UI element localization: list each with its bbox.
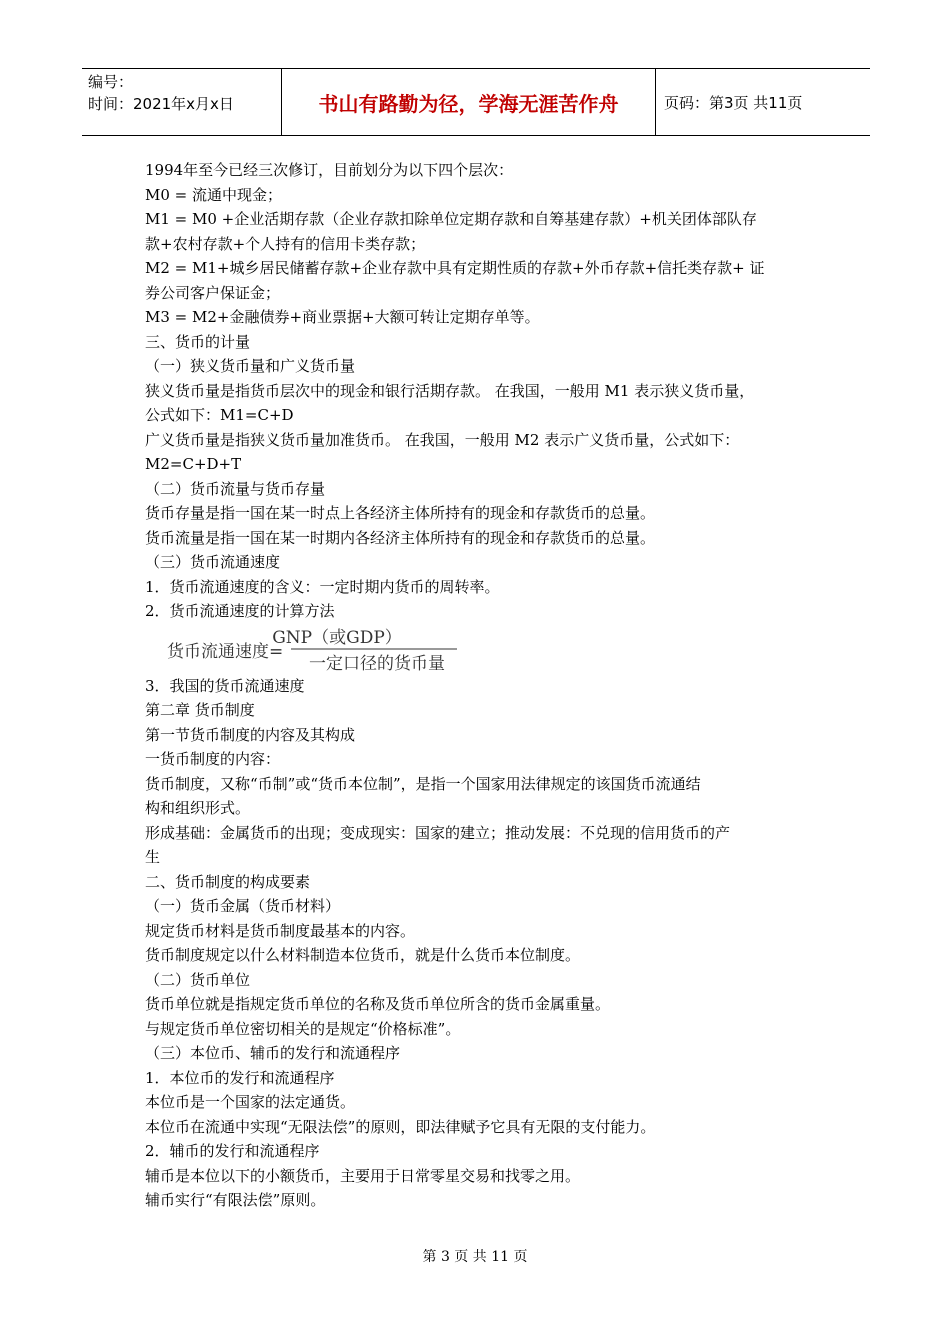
formula-numerator: GNP（或GDP） bbox=[272, 627, 402, 648]
text-line: M0 = 流通中现金； bbox=[145, 185, 283, 204]
header-meta bbox=[82, 69, 282, 135]
text-line: 公式如下：M1=C+D bbox=[145, 406, 294, 424]
text-line: 本位币在流通中实现“无限法偿”的原则，即法律赋予它具有无限的支付能力。 bbox=[145, 1117, 656, 1136]
text-line: 2．货币流通速度的计算方法 bbox=[145, 602, 335, 620]
text-line: 与规定货币单位密切相关的是规定“价格标准”。 bbox=[145, 1019, 461, 1038]
text-line: 货币制度规定以什么材料制造本位货币，就是什么货币本位制度。 bbox=[145, 946, 581, 964]
date-label: 时间：2021年x月x日 bbox=[88, 95, 234, 113]
text-line: 2．辅币的发行和流通程序 bbox=[145, 1142, 320, 1160]
subsection-heading: （二）货币流量与货币存量 bbox=[145, 479, 326, 498]
text-line: M2=C+D+T bbox=[145, 455, 242, 473]
formula-lhs: 货币流通速度= bbox=[167, 641, 284, 662]
text-line: 生 bbox=[145, 848, 161, 866]
formula-denominator: 一定口径的货币量 bbox=[309, 653, 445, 674]
text-line: 1994年至今已经三次修订，目前划分为以下四个层次： bbox=[145, 161, 514, 179]
text-line: M3 = M2+金融债券+商业票据+大额可转让定期存单等。 bbox=[145, 308, 540, 326]
page-footer: 第 3 页 共 11 页 bbox=[422, 1249, 528, 1265]
section-heading: 二、货币制度的构成要素 bbox=[145, 872, 311, 891]
chapter-heading: 第二章 货币制度 bbox=[145, 701, 255, 719]
text-line: M2 = M1+城乡居民储蓄存款+企业存款中具有定期性质的存款+外币存款+信托类存款+ 证 bbox=[145, 259, 765, 277]
text-line: 1．本位币的发行和流通程序 bbox=[145, 1068, 335, 1087]
subsection-heading: （二）货币单位 bbox=[145, 970, 251, 989]
text-line: 狭义货币量是指货币层次中的现金和银行活期存款。 在我国，一般用 M1 表示狭义货币量， bbox=[145, 381, 755, 400]
text-line: M1 = M0 +企业活期存款（企业存款扣除单位定期存款和自筹基建存款）+机关团体部队存 bbox=[145, 210, 757, 228]
text-line: 货币单位就是指规定货币单位的名称及货币单位所含的货币金属重量。 bbox=[145, 995, 611, 1013]
header-page-number: 页码：第3页 共11页 bbox=[664, 93, 803, 112]
text-line: 一货币制度的内容： bbox=[145, 750, 281, 768]
text-line: 券公司客户保证金； bbox=[145, 283, 281, 302]
document-body bbox=[145, 158, 825, 1213]
text-line: 1．货币流通速度的含义：一定时期内货币的周转率。 bbox=[145, 577, 500, 596]
text-line: 货币存量是指一国在某一时点上各经济主体所持有的现金和存款货币的总量。 bbox=[145, 504, 656, 522]
header-motto: 书山有路勤为径，学海无涯苦作舟 bbox=[282, 69, 656, 135]
subsection-heading: （三）本位币、辅币的发行和流通程序 bbox=[145, 1044, 401, 1062]
section-heading: 第一节货币制度的内容及其构成 bbox=[145, 725, 356, 744]
text-line: 货币流量是指一国在某一时期内各经济主体所持有的现金和存款货币的总量。 bbox=[145, 528, 656, 547]
velocity-formula bbox=[145, 624, 825, 674]
text-line: 款+农村存款+个人持有的信用卡类存款； bbox=[145, 234, 426, 253]
text-line: 广义货币量是指狭义货币量加准货币。 在我国，一般用 M2 表示广义货币量，公式如下： bbox=[145, 430, 740, 449]
text-line: 辅币是本位以下的小额货币，主要用于日常零星交易和找零之用。 bbox=[145, 1166, 581, 1185]
subsection-heading: （一）货币金属（货币材料） bbox=[145, 897, 341, 915]
subsection-heading: （三）货币流通速度 bbox=[145, 553, 281, 571]
text-line: 规定货币材料是货币制度最基本的内容。 bbox=[145, 921, 416, 940]
text-line: 构和组织形式。 bbox=[145, 799, 251, 817]
text-line: 货币制度，又称“币制”或“货币本位制”，是指一个国家用法律规定的该国货币流通结 bbox=[145, 774, 701, 793]
text-line: 形成基础：金属货币的出现；变成现实：国家的建立；推动发展：不兑现的信用货币的产 bbox=[145, 823, 731, 842]
formula-graphic bbox=[167, 626, 487, 674]
text-line: 3．我国的货币流通速度 bbox=[145, 676, 305, 695]
text-line: 本位币是一个国家的法定通货。 bbox=[145, 1093, 356, 1111]
serial-number-label: 编号： bbox=[88, 73, 134, 91]
page-header bbox=[82, 68, 870, 136]
section-heading: 三、货币的计量 bbox=[145, 332, 251, 351]
subsection-heading: （一）狭义货币量和广义货币量 bbox=[145, 357, 356, 375]
text-line: 辅币实行“有限法偿”原则。 bbox=[145, 1191, 326, 1209]
